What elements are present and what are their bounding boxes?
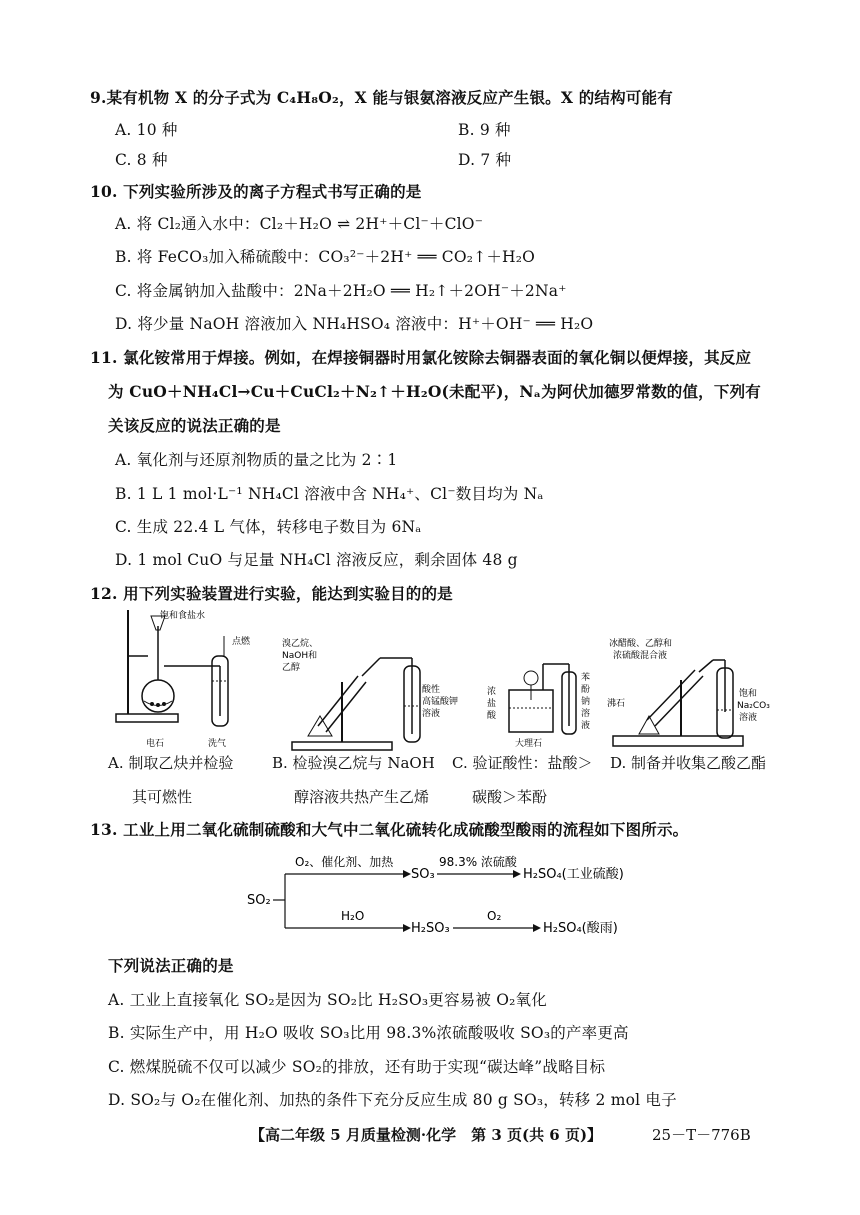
q12-option-c-line1: C. 验证酸性：盐酸＞ bbox=[452, 754, 593, 772]
q13-flow-diagram bbox=[245, 848, 665, 946]
flow-o2: O₂ bbox=[487, 909, 502, 923]
q12-option-b-line1: B. 检验溴乙烷与 NaOH bbox=[272, 754, 435, 772]
q11-option-b: B. 1 L 1 mol·L⁻¹ NH₄Cl 溶液中含 NH₄⁺、Cl⁻数目均为 Nₐ bbox=[115, 485, 544, 503]
fig-d-label-solution: 溶液 bbox=[739, 713, 758, 723]
q9-stem: 9.某有机物 X 的分子式为 C₄H₈O₂，X 能与银氨溶液反应产生银。X 的结构可能有 bbox=[90, 88, 673, 107]
fig-d-label-saturated: 饱和 bbox=[739, 689, 758, 699]
q13-option-a: A. 工业上直接氧化 SO₂是因为 SO₂比 H₂SO₃更容易被 O₂氧化 bbox=[108, 991, 547, 1009]
q9-option-b: B. 9 种 bbox=[458, 121, 511, 139]
flow-h2so4-industrial: H₂SO₄(工业硫酸) bbox=[523, 867, 624, 882]
q10-stem: 10. 下列实验所涉及的离子方程式书写正确的是 bbox=[90, 182, 422, 201]
q13-stem: 13. 工业上用二氧化硫制硫酸和大气中二氧化硫转化成硫酸型酸雨的流程如下图所示。 bbox=[90, 820, 689, 839]
q9-option-c: C. 8 种 bbox=[115, 151, 168, 169]
fig-d-label-mix1: 冰醋酸、乙醇和 bbox=[609, 639, 673, 649]
fig-a-label-carbide: 电石 bbox=[146, 739, 165, 749]
q10-option-a: A. 将 Cl₂通入水中：Cl₂＋H₂O ⇌ 2H⁺＋Cl⁻＋ClO⁻ bbox=[115, 215, 484, 233]
fig-b-label-acidic: 酸性 bbox=[422, 685, 441, 695]
flow-so2: SO₂ bbox=[247, 893, 271, 908]
q11-stem-line2: 为 CuO＋NH₄Cl→Cu＋CuCl₂＋N₂↑＋H₂O(未配平)，Nₐ为阿伏加德罗常数的值，下列有 bbox=[108, 382, 761, 401]
flow-so3: SO₃ bbox=[411, 867, 435, 882]
q11-option-d: D. 1 mol CuO 与足量 NH₄Cl 溶液反应，剩余固体 48 g bbox=[115, 551, 518, 569]
fig-c-label-salt: 盐 bbox=[487, 699, 497, 709]
fig-d-label-mix2: 浓硫酸混合液 bbox=[613, 651, 668, 661]
fig-b-label-naoh: NaOH和 bbox=[282, 651, 318, 661]
fig-a-label-wash: 洗气 bbox=[208, 739, 227, 749]
q12-stem: 12. 用下列实验装置进行实验，能达到实验目的的是 bbox=[90, 584, 453, 603]
q13-option-d: D. SO₂与 O₂在催化剂、加热的条件下充分反应生成 80 g SO₃，转移 2 mol 电子 bbox=[108, 1091, 677, 1109]
q10-option-d: D. 将少量 NaOH 溶液加入 NH₄HSO₄ 溶液中：H⁺＋OH⁻ ══ H₂O bbox=[115, 315, 594, 333]
fig-b-label-bromoethane: 溴乙烷、 bbox=[282, 639, 319, 649]
q12-option-a-line1: A. 制取乙炔并检验 bbox=[108, 754, 234, 772]
q12-option-b-line2: 醇溶液共热产生乙烯 bbox=[294, 788, 430, 806]
q12-option-c-line2: 碳酸＞苯酚 bbox=[472, 788, 548, 806]
flow-acid-condition: 98.3% 浓硫酸 bbox=[439, 855, 517, 869]
flow-h2o: H₂O bbox=[341, 909, 365, 923]
fig-b-label-kmno4: 高锰酸钾 bbox=[422, 697, 459, 707]
flow-top-condition: O₂、催化剂、加热 bbox=[295, 855, 394, 869]
fig-b-label-solution: 溶液 bbox=[422, 709, 441, 719]
figure-b-ethylene-apparatus bbox=[280, 636, 459, 756]
fig-b-label-ethanol: 乙醇 bbox=[282, 663, 301, 673]
fig-d-label-na2co3: Na₂CO₃ bbox=[737, 701, 770, 711]
q10-option-b: B. 将 FeCO₃加入稀硫酸中：CO₃²⁻＋2H⁺ ══ CO₂↑＋H₂O bbox=[115, 248, 536, 266]
q13-option-b: B. 实际生产中，用 H₂O 吸收 SO₃比用 98.3%浓硫酸吸收 SO₃的产率更高 bbox=[108, 1024, 629, 1042]
fig-c-label-conc: 浓 bbox=[487, 687, 497, 697]
fig-c-label-sodium: 钠 bbox=[581, 697, 591, 707]
q12-option-d: D. 制备并收集乙酸乙酯 bbox=[610, 754, 767, 772]
q10-option-c: C. 将金属钠加入盐酸中：2Na＋2H₂O ══ H₂↑＋2OH⁻＋2Na⁺ bbox=[115, 282, 567, 300]
q9-option-a: A. 10 种 bbox=[115, 121, 178, 139]
fig-c-label-sol1: 溶 bbox=[581, 709, 591, 719]
q11-stem-line3: 关该反应的说法正确的是 bbox=[108, 416, 281, 435]
flow-h2so4-acid-rain: H₂SO₄(酸雨) bbox=[543, 921, 618, 936]
fig-c-label-phen1: 苯 bbox=[581, 673, 591, 683]
fig-c-label-acid: 酸 bbox=[487, 711, 497, 721]
q11-option-c: C. 生成 22.4 L 气体，转移电子数目为 6Nₐ bbox=[115, 518, 422, 536]
figure-a-acetylene-apparatus bbox=[108, 606, 263, 751]
figure-c-acidity-apparatus bbox=[485, 650, 595, 750]
q13-sub-stem: 下列说法正确的是 bbox=[108, 956, 234, 975]
footer-exam-code: 25－T－776B bbox=[652, 1126, 751, 1144]
fig-a-label-brine: 饱和食盐水 bbox=[160, 611, 206, 621]
fig-a-label-ignite: 点燃 bbox=[232, 637, 251, 647]
fig-d-label-boiling-chips: 沸石 bbox=[607, 699, 626, 709]
q12-option-a-line2: 其可燃性 bbox=[132, 788, 193, 806]
fig-c-label-marble: 大理石 bbox=[515, 739, 543, 749]
q9-option-d: D. 7 种 bbox=[458, 151, 512, 169]
figure-d-ester-apparatus bbox=[605, 636, 775, 756]
fig-c-label-sol2: 液 bbox=[581, 721, 591, 731]
footer-page-info: 【高二年级 5 月质量检测·化学 第 3 页(共 6 页)】 bbox=[250, 1126, 603, 1144]
flow-h2so3: H₂SO₃ bbox=[411, 921, 450, 936]
q13-option-c: C. 燃煤脱硫不仅可以减少 SO₂的排放，还有助于实现“碳达峰”战略目标 bbox=[108, 1058, 606, 1076]
q11-stem-line1: 11. 氯化铵常用于焊接。例如，在焊接铜器时用氯化铵除去铜器表面的氧化铜以便焊接，其反应 bbox=[90, 348, 752, 367]
fig-c-label-phen2: 酚 bbox=[581, 685, 591, 695]
q11-option-a: A. 氧化剂与还原剂物质的量之比为 2∶1 bbox=[115, 451, 398, 469]
